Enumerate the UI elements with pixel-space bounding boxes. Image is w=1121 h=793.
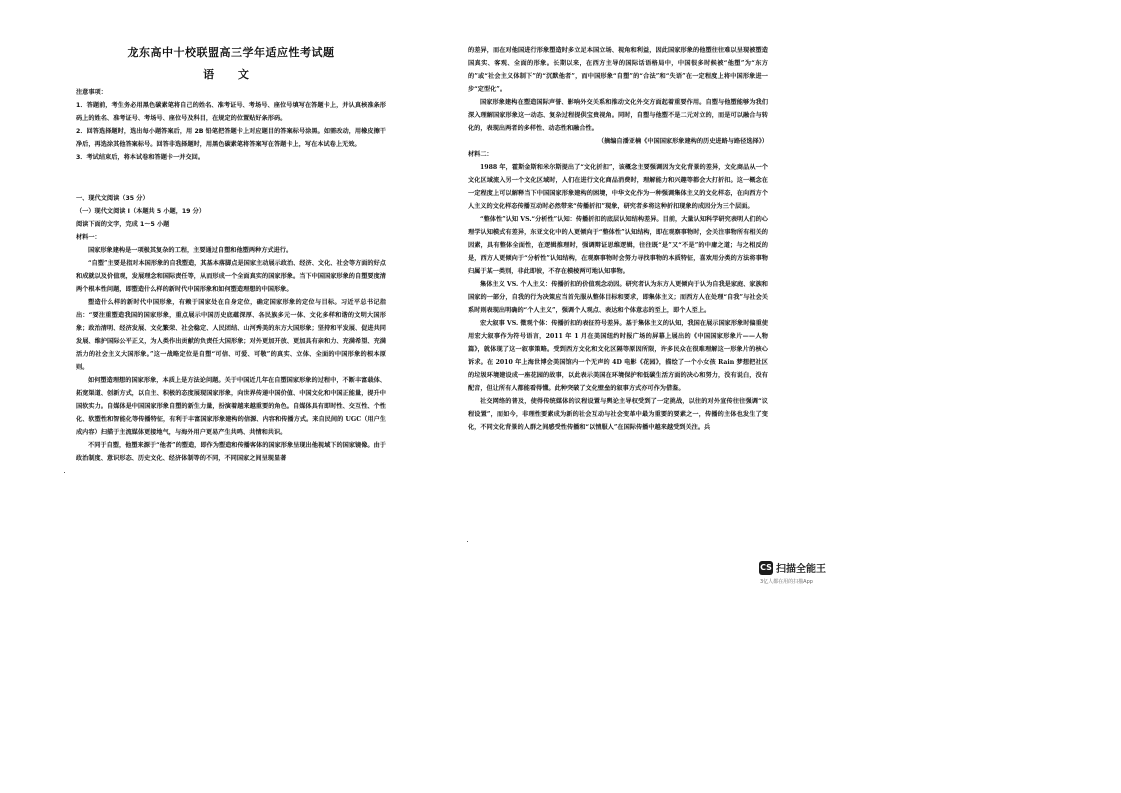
- material-two-paragraph: 集体主义 VS. 个人主义：传播折扣的价值观念动因。研究者认为东方人更倾向于认为自我是家庭、家族和国家的一部分，自我的行为决策应当首先服从整体目标和要求，即集体主义；而西方人在处理“自我”与社会关系时则表现出明确的“个人主义”，强调个人观点、表达和个体意志的至上，即个人至上。: [468, 281, 768, 314]
- material-two-paragraph: 宏大叙事 VS. 微观个体：传播折扣的表征符号差异。基于集体主义的认知，我国在展示国家形象时偏重使用宏大叙事作为符号语言，2011 年 1 月在美国纽约时报广场的屏幕上展出的《中国国家形象片——人物篇》，就体现了这一叙事策略。受到西方文化和文化区隔等原因所限，许多民众在很难理解这一形象片的核心诉求。在 2010 年上海世博会美国馆内一个无声的 4D 电影《花园》，描绘了一个小女孩 Rain 梦想把社区的垃圾环境建设成一座花园的故事，以此表示美国在环境保护和低碳生活方面的决心和努力，没有说白，没有配音，但让所有人都能看得懂。此种突破了文化壁垒的叙事方式亦可作为借鉴。: [468, 320, 768, 392]
- material-one-paragraph: “自塑”主要是指对本国形象的自我塑造，其基本落脚点是国家主动展示政治、经济、文化、社会等方面的好点和成就以及价值观，发展理念和国际责任等，从而形成一个全面真实的国家形象。当下中国国家形象的自塑要度清两个根本性问题，即塑造什么样的新时代中国形象和如何塑造理想的中国形象。: [76, 260, 386, 293]
- scanner-app-name: 扫描全能王: [776, 564, 826, 575]
- scan-speck: [467, 541, 468, 542]
- notice-block: [76, 86, 386, 164]
- material-two-label: 材料二：: [468, 151, 493, 158]
- material-one-paragraph: 如何塑造理想的国家形象，本质上是方法论问题。关于中国近几年在自塑国家形象的过程中，不断丰富载体、拓宽渠道、创新方式，以自主、积极的态度展现国家形象，向世界传递中国价值、中国文化和中国正能量，提升中国软实力。自媒体是中国国家形象自塑的新生力量，扮演着越来越重要的角色。自媒体具有即时性、交互性、个性化、软塑性和智能化等传播特征，有利于丰富国家形象建构的信源、内容和传播方式。来自民间的 UGC（用户生成内容）扫描于主流媒体更接地气，与海外用户更易产生共鸣、共情和共识。: [76, 377, 386, 436]
- section-block: [76, 192, 386, 465]
- section-heading: 一、现代文阅读（35 分）: [76, 195, 149, 202]
- instruction: 阅读下面的文字，完成 1～5 小题: [76, 221, 170, 228]
- material-one-paragraph: 国家形象建构是一项极其复杂的工程，主要通过自塑和他塑两种方式进行。: [88, 247, 293, 254]
- material-two-paragraph: “整体性”认知 VS.“分析性”认知：传播折扣的底层认知结构差异。目前，大量认知科学研究表明人们的心理学认知模式有差异，东亚文化中的人更倾向于“整体性”认知结构，即在观察事物时，会关注事物所有相关的因素，具有整体全面性，在逻辑推理时，强调辩证思维逻辑，往往既“是”又“不是”的中庸之道；与之相反的是，西方人更倾向于“分析性”认知结构，在观察事物时会努力寻找事物的本质特征，喜欢用分类的方法将事物归属于某一类别，非此即彼，不存在模棱两可地认知事物。: [468, 216, 768, 275]
- scan-speck: [64, 472, 65, 473]
- notice-item: 2．回答选择题时，选出每小题答案后，用 2B 铅笔把答题卡上对应题目的答案标号涂黑。如需改动，用橡皮擦干净后，再选涂其他答案标号。回答非选择题时，用黑色碳素笔将答案写在答题卡上，写在本试卷上无效。: [76, 128, 386, 148]
- material-one-paragraph: 不同于自塑，他塑来源于“他者”的塑造，即作为塑造和传播客体的国家形象呈现出他视域下的国家镜像。由于政治制度、意识形态、历史文化、经济体制等的不同，不同国家之间呈现显著: [76, 442, 386, 462]
- sub-heading: （一）现代文阅读 I（本题共 5 小题，19 分）: [76, 208, 206, 215]
- exam-subject: 语 文: [203, 68, 259, 81]
- material-one-paragraph: 塑造什么样的新时代中国形象，有赖于国家处在自身定位，确定国家形象的定位与目标。习近平总书记指出：“要注重塑造我国的国家形象，重点展示中国历史底蕴深厚、各民族多元一体、文化多样和谐的文明大国形象；政治清明、经济发展、文化繁荣、社会稳定、人民团结、山河秀美的东方大国形象；坚持和平发展、促进共同发展、维护国际公平正义，为人类作出贡献的负责任大国形象；对外更加开放、更加具有亲和力、充满希望、充满活力的社会主义大国形象。”这一战略定位是自塑“可信、可爱、可敬”的真实、立体、全面的中国形象的根本原则。: [76, 299, 386, 371]
- notice-item: 1．答题前，考生务必用黑色碳素笔将自己的姓名、准考证号、考场号、座位号填写在答题卡上，并认真核准条形码上的姓名、准考证号、考场号、座位号及科目，在规定的位置贴好条形码。: [76, 102, 386, 122]
- right-column: [468, 44, 768, 434]
- exam-title: 龙东高中十校联盟高三学年适应性考试题: [127, 46, 335, 59]
- scanner-watermark: [759, 560, 839, 588]
- notice-item: 3．考试结束后，将本试卷和答题卡一并交回。: [76, 154, 205, 161]
- scanner-logo-icon: CS: [759, 561, 773, 575]
- notice-heading: 注意事项：: [76, 89, 107, 96]
- source-citation: （摘编自潘亚楠《中国国家形象建构的历史进路与路径选择》）: [597, 138, 768, 145]
- material-one-paragraph: 国家形象建构在塑造国际声誉、影响外交关系和推动文化外交方面起着重要作用。自塑与他塑能够为我们深入理解国家形象这一动态、复杂过程提供宝贵视角。同时，自塑与他塑不是二元对立的，而是可以融合与转化的，表现出两者的多样性、动态性和融合性。: [468, 99, 768, 132]
- scanner-tagline: 3亿人都在用的扫描App: [760, 579, 813, 585]
- material-one-label: 材料一：: [76, 234, 101, 241]
- material-two-paragraph: 社交网络的普及，使得传统媒体的议程设置与舆论主导权受到了一定挑战，以往的对外宣传往往强调“议程设置”，而如今，非理性要素成为新的社会互动与社会变革中最为重要的要素之一，传播的主体也发生了变化，不同文化背景的人群之间感受性传播和“以情服人”在国际传播中越来越受到关注。兵: [468, 398, 768, 431]
- material-one-continuation: 的差异，而在对他国进行形象塑造时多立足本国立场、视角和利益，因此国家形象的他塑往往难以呈现被塑造国真实、客观、全面的形象。长期以来，在西方主导的国际话语格局中，中国很多时候被“他塑”为“东方的”或“社会主义体制下”的“沉默他者”，而中国形象“自塑”的“合法”和“失语”在一定程度上将中国形象进一步“定型化”。: [468, 47, 768, 93]
- material-two-paragraph: 1988 年，霍斯金斯和米尔斯提出了“文化折扣”，该概念主要强调因为文化背景的差异，文化商品从一个文化区域流入另一个文化区域时，人们在进行文化商品消费时，理解能力和兴趣等都会大打折扣。这一概念在一定程度上可以解释当下中国国家形象建构的困境，中华文化作为一种强调集体主义的文化样态，在向西方个人主义的文化样态传播互动时必然带来“传播折扣”现象，研究者多将这种折扣现象的成因分为三个层面。: [468, 164, 768, 210]
